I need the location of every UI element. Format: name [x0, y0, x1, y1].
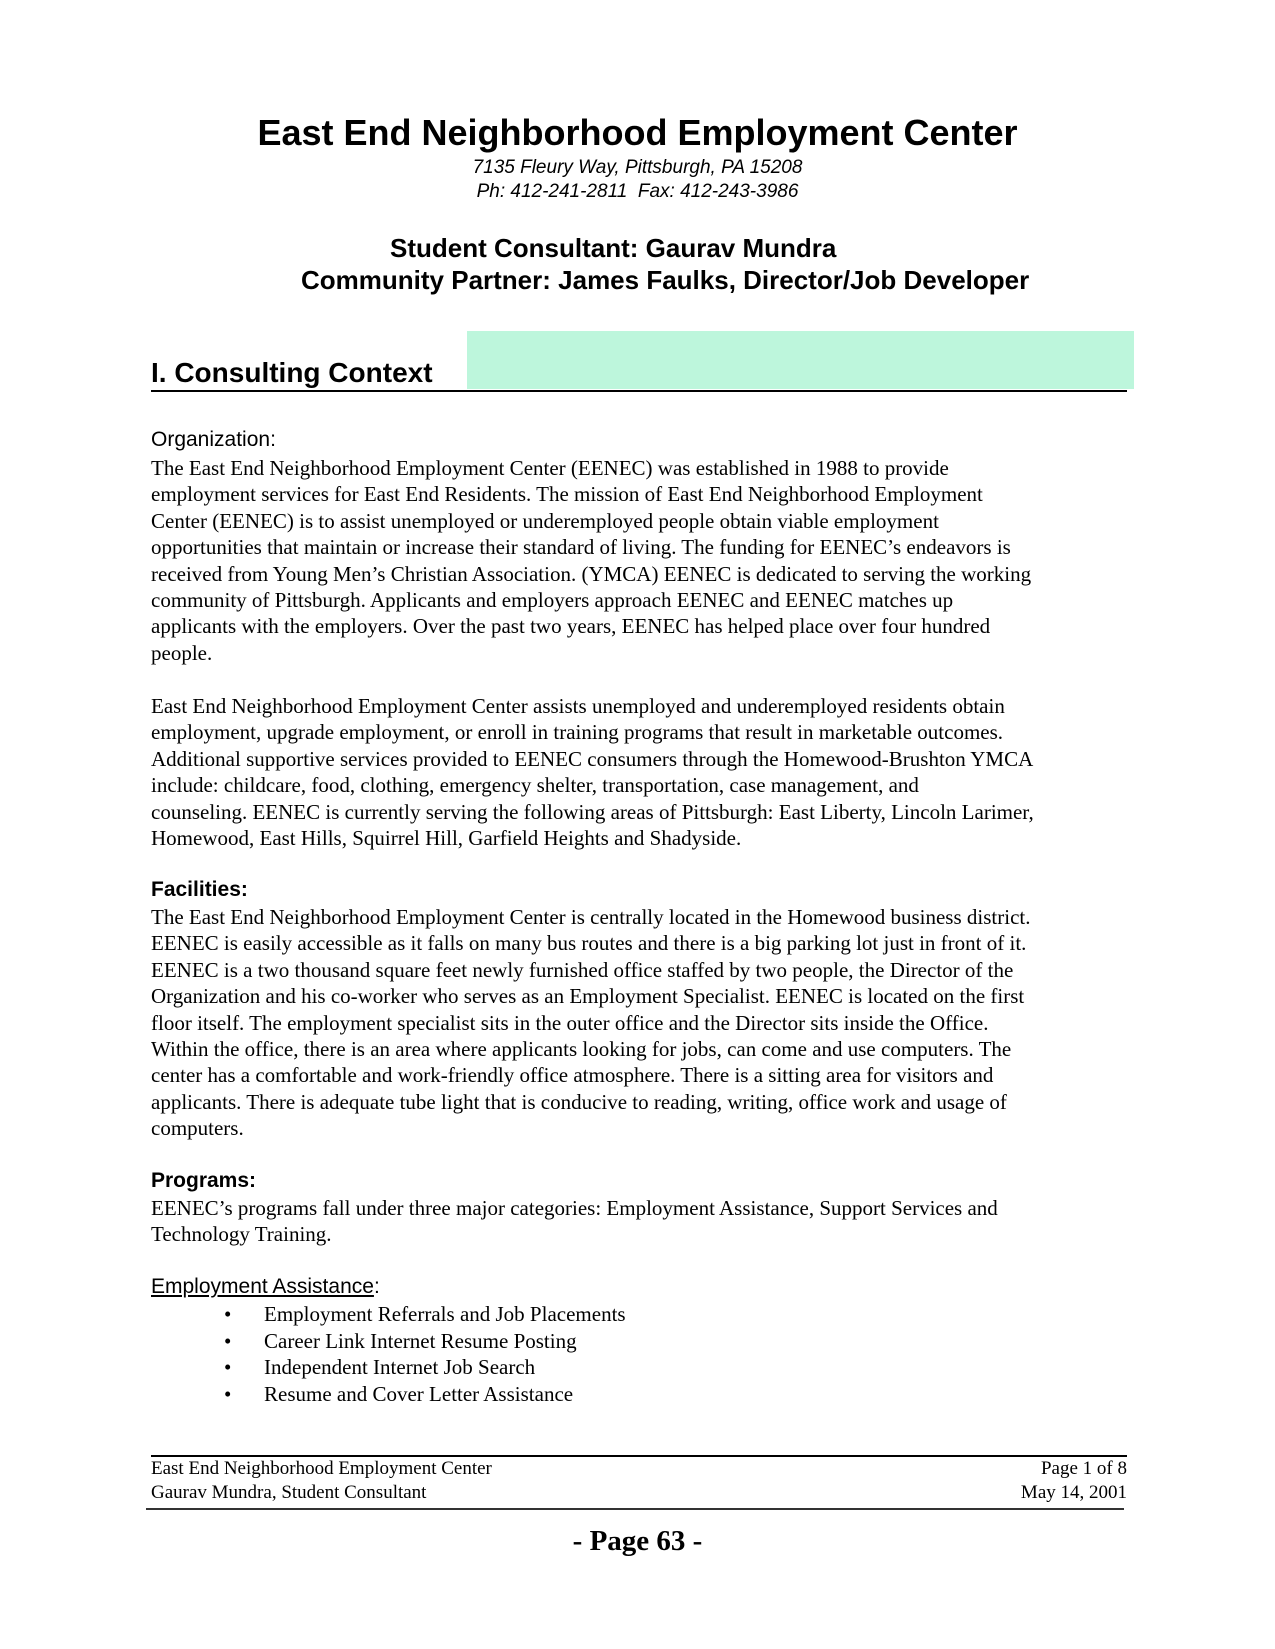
colon: :	[373, 1275, 380, 1298]
text-line: Technology Training.	[151, 1222, 332, 1247]
bullet-icon: •	[224, 1328, 232, 1353]
facilities-label: Facilities:	[151, 878, 248, 901]
footer-bottom-rule	[146, 1508, 1124, 1510]
bullet-icon: •	[224, 1355, 232, 1379]
programs-paragraph	[151, 1195, 998, 1248]
student-consultant: Student Consultant: Gaurav Mundra	[390, 233, 837, 263]
text-line: applicants with the employers. Over the past two years, EENEC has helped place over four hundred	[151, 614, 991, 639]
organization-paragraph-2	[151, 693, 1034, 851]
list-item	[0, 1355, 1275, 1382]
footer-date: May 14, 2001	[1020, 1482, 1127, 1503]
document-title: East End Neighborhood Employment Center	[257, 112, 1018, 153]
footer-page-count: Page 1 of 8	[1040, 1458, 1127, 1479]
organization-paragraph-1	[151, 455, 1031, 666]
text-line: opportunities that maintain or increase their standard of living. The funding for EENEC’s endeavors is	[151, 535, 1011, 560]
programs-label: Programs:	[151, 1169, 257, 1192]
text-line: center has a comfortable and work-friendly office atmosphere. There is a sitting area for visitors and	[151, 1063, 994, 1088]
text-line: Organization and his co-worker who serves as an Employment Specialist. EENEC is located on the first	[151, 984, 1025, 1009]
text-line: people.	[151, 640, 213, 665]
text-line: EENEC’s programs fall under three major categories: Employment Assistance, Support Services and	[151, 1196, 998, 1220]
address: 7135 Fleury Way, Pittsburgh, PA 15208	[472, 157, 803, 178]
employment-assistance-list	[0, 1302, 1275, 1408]
section-highlight-bar	[467, 331, 1134, 389]
community-partner: Community Partner: James Faulks, Director/Job Developer	[301, 265, 1030, 295]
text-line: Additional supportive services provided to EENEC consumers through the Homewood-Brushton YMCA	[151, 746, 1034, 771]
text-line: include: childcare, food, clothing, emergency shelter, transportation, case management, and	[151, 773, 919, 798]
list-item-text: Career Link Internet Resume Posting	[264, 1328, 577, 1353]
list-item	[0, 1302, 1275, 1329]
bullet-icon: •	[224, 1302, 232, 1326]
text-line: computers.	[151, 1116, 244, 1141]
page-number: - Page 63 -	[572, 1525, 703, 1557]
section-heading: I. Consulting Context	[151, 357, 433, 388]
list-item-text: Resume and Cover Letter Assistance	[264, 1381, 574, 1406]
list-item	[0, 1329, 1275, 1356]
bullet-icon: •	[224, 1381, 232, 1406]
text-line: Within the office, there is an area where applicants looking for jobs, can come and use computers. The	[151, 1036, 1012, 1061]
list-item-text: Employment Referrals and Job Placements	[264, 1302, 626, 1326]
footer-org: East End Neighborhood Employment Center	[151, 1458, 492, 1479]
list-item-text: Independent Internet Job Search	[264, 1355, 536, 1379]
facilities-paragraph	[151, 904, 1030, 1142]
employment-assistance-heading	[151, 1275, 380, 1299]
text-line: received from Young Men’s Christian Association. (YMCA) EENEC is dedicated to serving the working	[151, 561, 1032, 586]
text-line: counseling. EENEC is currently serving the following areas of Pittsburgh: East Liberty, Lincoln Larimer,	[151, 799, 1034, 824]
footer-top-rule	[151, 1455, 1127, 1457]
text-line: Center (EENEC) is to assist unemployed or underemployed people obtain viable employment	[151, 508, 939, 533]
text-line: The East End Neighborhood Employment Center is centrally located in the Homewood business district.	[151, 905, 1031, 929]
list-item	[0, 1382, 1275, 1409]
text-line: Homewood, East Hills, Squirrel Hill, Garfield Heights and Shadyside.	[151, 825, 742, 850]
text-line: applicants. There is adequate tube light that is conducive to reading, writing, office work and usage of	[151, 1089, 1007, 1114]
employment-assistance-label: Employment Assistance	[151, 1275, 374, 1298]
text-line: floor itself. The employment specialist sits in the outer office and the Director sits inside the Office.	[151, 1010, 989, 1035]
text-line: The East End Neighborhood Employment Center (EENEC) was established in 1988 to provide	[151, 456, 949, 480]
text-line: employment services for East End Residents. The mission of East End Neighborhood Employment	[151, 482, 983, 507]
text-line: East End Neighborhood Employment Center assists unemployed and underemployed residents obtain	[151, 694, 1005, 718]
text-line: community of Pittsburgh. Applicants and employers approach EENEC and EENEC matches up	[151, 587, 954, 612]
footer-author: Gaurav Mundra, Student Consultant	[151, 1482, 427, 1503]
text-line: employment, upgrade employment, or enroll in training programs that result in marketable outcomes.	[151, 720, 1004, 745]
text-line: EENEC is a two thousand square feet newly furnished office staffed by two people, the Director of the	[151, 957, 1014, 982]
phone-fax: Ph: 412-241-2811 Fax: 412-243-3986	[476, 181, 799, 202]
heading-rule	[151, 390, 1127, 392]
organization-label: Organization:	[151, 428, 276, 451]
text-line: EENEC is easily accessible as it falls on many bus routes and there is a big parking lot just in front of it.	[151, 931, 1027, 956]
